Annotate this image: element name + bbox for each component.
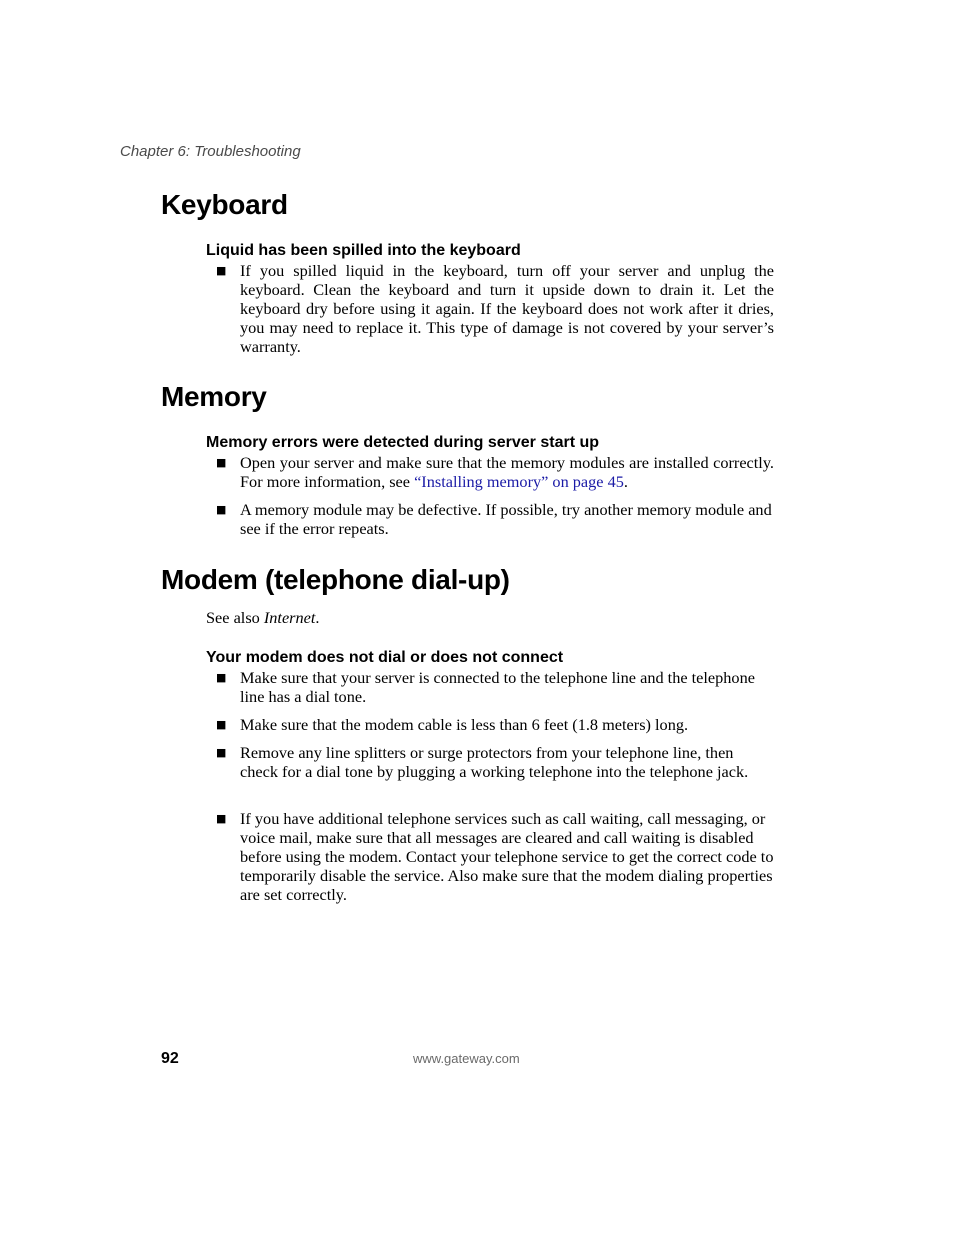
- memory-bullet-1: [240, 453, 774, 491]
- memory-bullet-2: A memory module may be defective. If possible, try another memory module and see if the error repeats.: [240, 500, 772, 538]
- bullet-marker: ■: [216, 812, 227, 825]
- see-also-prefix: See also: [206, 608, 264, 627]
- section-title-memory: Memory: [161, 381, 267, 412]
- chapter-header: Chapter 6: Troubleshooting: [120, 143, 301, 160]
- section-title-modem: Modem (telephone dial-up): [161, 564, 510, 595]
- section-title-keyboard: Keyboard: [161, 189, 288, 220]
- memory-bullet-1-text: Open your server and make sure that the memory modules are installed correctly. For more information, see: [240, 453, 774, 491]
- modem-bullet-3: Remove any line splitters or surge protectors from your telephone line, then check for a dial tone by plugging a working telephone into the telephone jack.: [240, 743, 749, 781]
- bullet-marker: ■: [216, 264, 227, 277]
- subheading-liquid-spilled: Liquid has been spilled into the keyboard: [206, 242, 521, 259]
- see-also-term: Internet: [263, 608, 316, 627]
- modem-bullet-4: If you have additional telephone services such as call waiting, call messaging, or voice mail, make sure that all messages are cleared and call waiting is disabled before using the modem. Contact your telephone service to get the correct code to temporarily disable the service. Also make sure that the modem dialing properties are set correctly.: [240, 809, 774, 904]
- see-also-suffix: .: [315, 608, 320, 627]
- bullet-marker: ■: [216, 456, 227, 469]
- subheading-modem-not-dial: Your modem does not dial or does not connect: [206, 649, 564, 666]
- bullet-marker: ■: [216, 746, 227, 759]
- bullet-marker: ■: [216, 503, 227, 516]
- footer-url[interactable]: www.gateway.com: [413, 1051, 520, 1066]
- bullet-marker: ■: [216, 718, 227, 731]
- page-number: 92: [161, 1050, 179, 1067]
- memory-bullet-1-end: .: [623, 472, 628, 491]
- bullet-marker: ■: [216, 671, 227, 684]
- modem-bullet-2: Make sure that the modem cable is less than 6 feet (1.8 meters) long.: [240, 715, 689, 734]
- subheading-memory-errors: Memory errors were detected during server start up: [206, 434, 600, 451]
- installing-memory-link[interactable]: “Installing memory” on page 45: [414, 472, 624, 491]
- see-also-note: [206, 608, 320, 627]
- keyboard-bullet-text: If you spilled liquid in the keyboard, turn off your server and unplug the keyboard. Clean the keyboard and turn it upside down to drain it. Let the keyboard dry before using it again. If the keyboard does not work after it dries, you may need to replace it. This type of damage is not covered by your server’s warranty.: [240, 261, 774, 356]
- modem-bullet-1: Make sure that your server is connected to the telephone line and the telephone line has a dial tone.: [240, 668, 755, 706]
